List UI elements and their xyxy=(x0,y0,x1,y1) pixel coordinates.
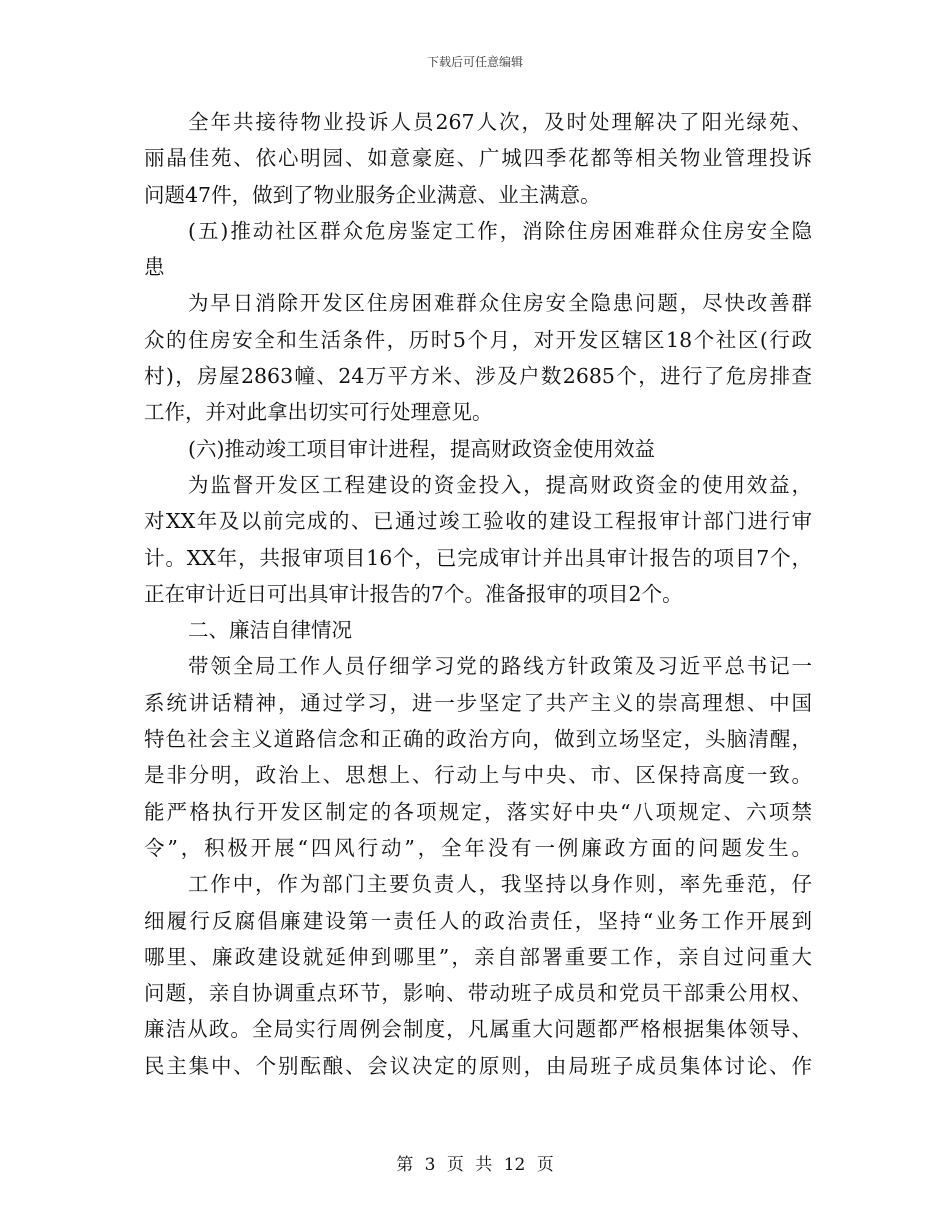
text-line: 二、廉洁自律情况 xyxy=(188,618,352,643)
text-line: 问题47件，做到了物业服务企业满意、业主满意。 xyxy=(144,182,601,207)
text-line: 民主集中、个别酝酿、会议决定的原则，由局班子成员集体讨论、作 xyxy=(144,1053,812,1078)
text-line: (六)推动竣工项目审计进程，提高财政资金使用效益 xyxy=(188,436,655,461)
text-line: 患 xyxy=(144,255,165,280)
text-line: 能严格执行开发区制定的各项规定，落实好中央“八项规定、六项禁 xyxy=(144,799,812,824)
text-line: 令”，积极开展“四风行动”，全年没有一例廉政方面的问题发生。 xyxy=(144,835,812,860)
text-line: 工作中，作为部门主要负责人，我坚持以身作则，率先垂范，仔 xyxy=(188,872,812,897)
text-line: 哪里、廉政建设就延伸到哪里”，亲自部署重要工作，亲自过问重大 xyxy=(144,944,812,969)
page-footer: 第 3 页 共 12 页 xyxy=(396,1155,554,1175)
text-line: 众的住房安全和生活条件，历时5个月，对开发区辖区18个社区(行政 xyxy=(144,327,812,352)
text-line: (五)推动社区群众危房鉴定工作，消除住房困难群众住房安全隐 xyxy=(188,218,812,243)
text-line: 为监督开发区工程建设的资金投入，提高财政资金的使用效益， xyxy=(188,472,812,497)
text-line: 工作，并对此拿出切实可行处理意见。 xyxy=(144,400,493,425)
text-line: 丽晶佳苑、依心明园、如意豪庭、广城四季花都等相关物业管理投诉 xyxy=(144,146,812,171)
text-line: 细履行反腐倡廉建设第一责任人的政治责任，坚持“业务工作开展到 xyxy=(144,908,812,933)
text-line: 系统讲话精神，通过学习，进一步坚定了共产主义的崇高理想、中国 xyxy=(144,690,812,715)
document-body xyxy=(144,104,812,1084)
text-line: 带领全局工作人员仔细学习党的路线方针政策及习近平总书记一 xyxy=(188,654,812,679)
text-line: 计。XX年，共报审项目16个，已完成审计并出具审计报告的项目7个， xyxy=(144,545,812,570)
text-line: 村)，房屋2863幢、24万平方米、涉及户数2685个，进行了危房排查 xyxy=(144,364,812,389)
text-line: 廉洁从政。全局实行周例会制度，凡属重大问题都严格根据集体领导、 xyxy=(144,1017,812,1042)
text-line: 问题，亲自协调重点环节，影响、带动班子成员和党员干部秉公用权、 xyxy=(144,981,812,1006)
text-line: 正在审计近日可出具审计报告的7个。准备报审的项目2个。 xyxy=(144,581,683,606)
text-line: 特色社会主义道路信念和正确的政治方向，做到立场坚定，头脑清醒， xyxy=(144,727,812,752)
text-line: 为早日消除开发区住房困难群众住房安全隐患问题，尽快改善群 xyxy=(188,291,812,316)
text-line: 是非分明，政治上、思想上、行动上与中央、市、区保持高度一致。 xyxy=(144,763,812,788)
text-line: 对XX年及以前完成的、已通过竣工验收的建设工程报审计部门进行审 xyxy=(144,509,812,534)
page-header: 下载后可任意编辑 xyxy=(426,55,523,69)
text-line: 全年共接待物业投诉人员267人次，及时处理解决了阳光绿苑、 xyxy=(188,110,812,134)
